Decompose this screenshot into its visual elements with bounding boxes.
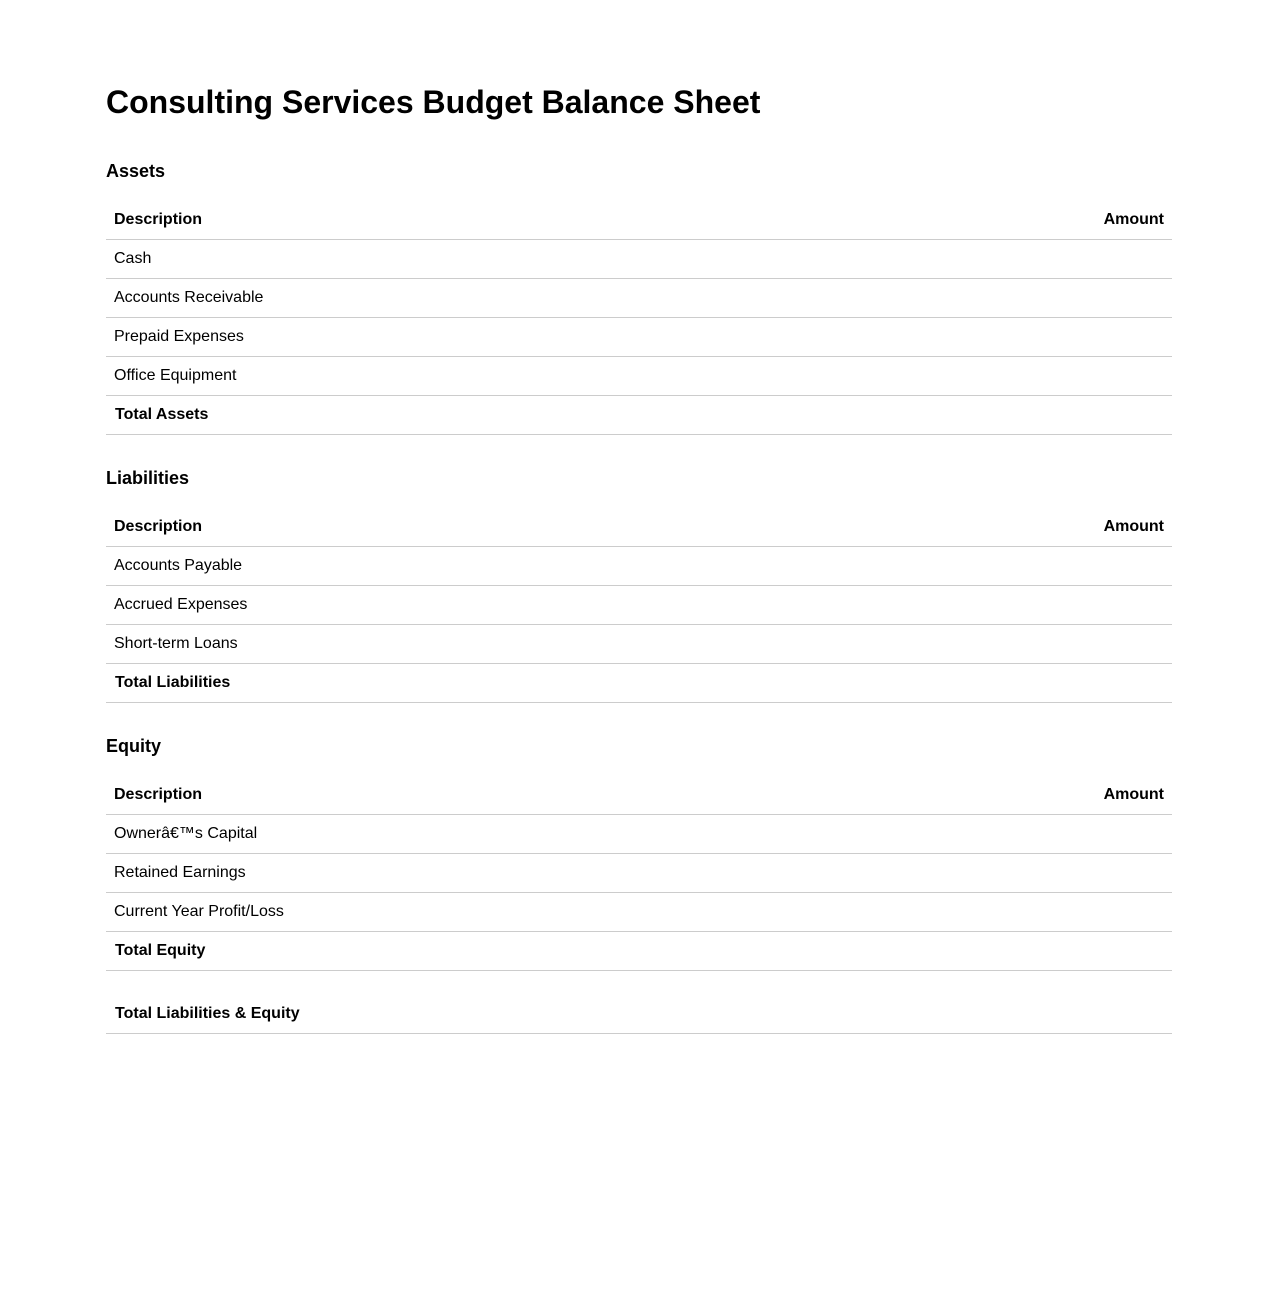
amount-column-header: Amount bbox=[861, 776, 1172, 815]
table-row bbox=[106, 357, 1172, 396]
total-liabilities-equity-label: Total Liabilities & Equity bbox=[106, 995, 1094, 1034]
table-row bbox=[106, 279, 1172, 318]
total-liabilities-label: Total Liabilities bbox=[106, 664, 811, 703]
row-description: Ownerâ€™s Capital bbox=[106, 815, 861, 854]
row-description: Office Equipment bbox=[106, 357, 835, 396]
row-description: Retained Earnings bbox=[106, 854, 861, 893]
table-row bbox=[106, 893, 1172, 932]
row-description: Short-term Loans bbox=[106, 625, 811, 664]
description-column-header: Description bbox=[106, 508, 811, 547]
table-row bbox=[106, 547, 1172, 586]
assets-table bbox=[106, 201, 1172, 435]
total-assets-amount bbox=[835, 396, 1172, 435]
row-description: Prepaid Expenses bbox=[106, 318, 835, 357]
table-row bbox=[106, 625, 1172, 664]
row-amount bbox=[861, 854, 1172, 893]
row-amount bbox=[861, 815, 1172, 854]
row-amount bbox=[835, 357, 1172, 396]
table-row bbox=[106, 240, 1172, 279]
total-assets-label: Total Assets bbox=[106, 396, 835, 435]
table-row bbox=[106, 318, 1172, 357]
row-amount bbox=[861, 893, 1172, 932]
table-header-row bbox=[106, 508, 1172, 547]
equity-heading: Equity bbox=[106, 736, 162, 756]
table-row bbox=[106, 586, 1172, 625]
amount-column-header: Amount bbox=[811, 508, 1172, 547]
row-description: Cash bbox=[106, 240, 835, 279]
equity-table bbox=[106, 776, 1172, 971]
row-description: Current Year Profit/Loss bbox=[106, 893, 861, 932]
page-title: Consulting Services Budget Balance Sheet bbox=[106, 84, 761, 120]
description-column-header: Description bbox=[106, 201, 835, 240]
total-equity-amount bbox=[861, 932, 1172, 971]
total-liabilities-amount bbox=[811, 664, 1172, 703]
total-equity-row bbox=[106, 932, 1172, 971]
row-amount bbox=[811, 586, 1172, 625]
table-header-row bbox=[106, 201, 1172, 240]
total-equity-label: Total Equity bbox=[106, 932, 861, 971]
row-amount bbox=[835, 318, 1172, 357]
row-description: Accounts Payable bbox=[106, 547, 811, 586]
equity-section bbox=[106, 735, 1172, 971]
row-amount bbox=[811, 547, 1172, 586]
grand-total-section bbox=[106, 995, 1172, 1034]
row-description: Accounts Receivable bbox=[106, 279, 835, 318]
row-amount bbox=[835, 240, 1172, 279]
liabilities-table bbox=[106, 508, 1172, 703]
grand-total-table bbox=[106, 995, 1172, 1034]
table-row bbox=[106, 854, 1172, 893]
row-description: Accrued Expenses bbox=[106, 586, 811, 625]
total-liabilities-row bbox=[106, 664, 1172, 703]
assets-heading: Assets bbox=[106, 161, 166, 181]
total-liabilities-equity-row bbox=[106, 995, 1172, 1034]
description-column-header: Description bbox=[106, 776, 861, 815]
liabilities-section bbox=[106, 467, 1172, 703]
assets-section bbox=[106, 160, 1172, 435]
liabilities-heading: Liabilities bbox=[106, 468, 190, 488]
table-row bbox=[106, 815, 1172, 854]
table-header-row bbox=[106, 776, 1172, 815]
total-assets-row bbox=[106, 396, 1172, 435]
amount-column-header: Amount bbox=[835, 201, 1172, 240]
total-liabilities-equity-amount bbox=[1094, 995, 1172, 1034]
row-amount bbox=[835, 279, 1172, 318]
row-amount bbox=[811, 625, 1172, 664]
